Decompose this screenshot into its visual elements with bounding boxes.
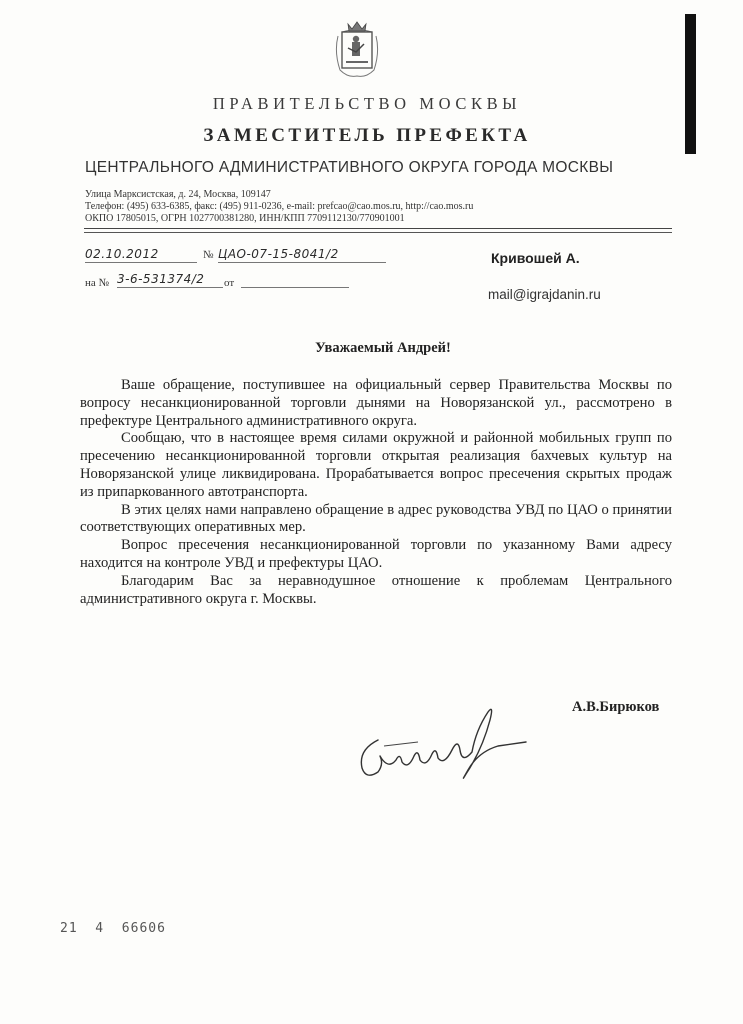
registration-number-field	[218, 244, 386, 263]
header-rule	[84, 228, 672, 229]
registration-number: ЦАО-07-15-8041/2	[218, 247, 339, 261]
registration-date: 02.10.2012	[85, 247, 159, 261]
signer-name: А.В.Бирюков	[572, 699, 660, 715]
contacts-line: Телефон: (495) 633-6385, факс: (495) 911-0236, e-mail: prefcao@cao.mos.ru, http://cao.mos.ru	[85, 201, 474, 212]
recipient-name: Кривошей А.	[491, 250, 580, 266]
paragraph: В этих целях нами направлено обращение в адрес руководства УВД по ЦАО о принятии соответствующих оперативных мер.	[80, 501, 672, 536]
paragraph: Благодарим Вас за неравнодушное отношение к проблемам Центрального административного округа г. Москвы.	[80, 572, 672, 607]
government-title: ПРАВИТЕЛЬСТВО МОСКВЫ	[212, 94, 522, 113]
registration-number-label: №	[203, 249, 214, 261]
reference-number: 3-6-531374/2	[117, 272, 205, 286]
address-line: Улица Марксистская, д. 24, Москва, 109147	[85, 189, 271, 200]
reference-date-field	[241, 269, 349, 288]
reference-number-field	[117, 269, 223, 288]
recipient-email: mail@igrajdanin.ru	[488, 287, 601, 302]
paragraph: Сообщаю, что в настоящее время силами окружной и районной мобильных групп по пресечению несанкционированной торговли открытая реализация бахчевых культур на Новорязанской улице ликвидирована. Прорабатывается вопрос пресечения скрытых продаж из припаркованного автотранспорта.	[80, 430, 672, 500]
handwritten-signature	[348, 690, 528, 790]
letter-body	[80, 377, 672, 608]
salutation: Уважаемый Андрей!	[315, 340, 451, 356]
district-title: ЦЕНТРАЛЬНОГО АДМИНИСТРАТИВНОГО ОКРУГА ГОРОДА МОСКВЫ	[85, 159, 614, 176]
reference-from-label: от	[224, 277, 235, 289]
paragraph: Вопрос пресечения несанкционированной торговли по указанному Вами адресу находится на контроле УВД и префектуры ЦАО.	[80, 537, 672, 571]
position-title: ЗАМЕСТИТЕЛЬ ПРЕФЕКТА	[203, 125, 531, 146]
registration-date-field	[85, 244, 197, 263]
moscow-coat-of-arms-icon	[334, 18, 380, 82]
footer-code: 21 4 66606	[60, 921, 166, 936]
codes-line: ОКПО 17805015, ОГРН 1027700381280, ИНН/КПП 7709112130/770901001	[85, 213, 405, 224]
header-rule-thin	[84, 232, 672, 233]
reference-label: на №	[85, 277, 110, 289]
paragraph: Ваше обращение, поступившее на официальный сервер Правительства Москвы по вопросу несанкционированной торговли дынями на Новорязанской ул., рассмотрено в префектуре Центрального административного округа.	[80, 377, 672, 429]
